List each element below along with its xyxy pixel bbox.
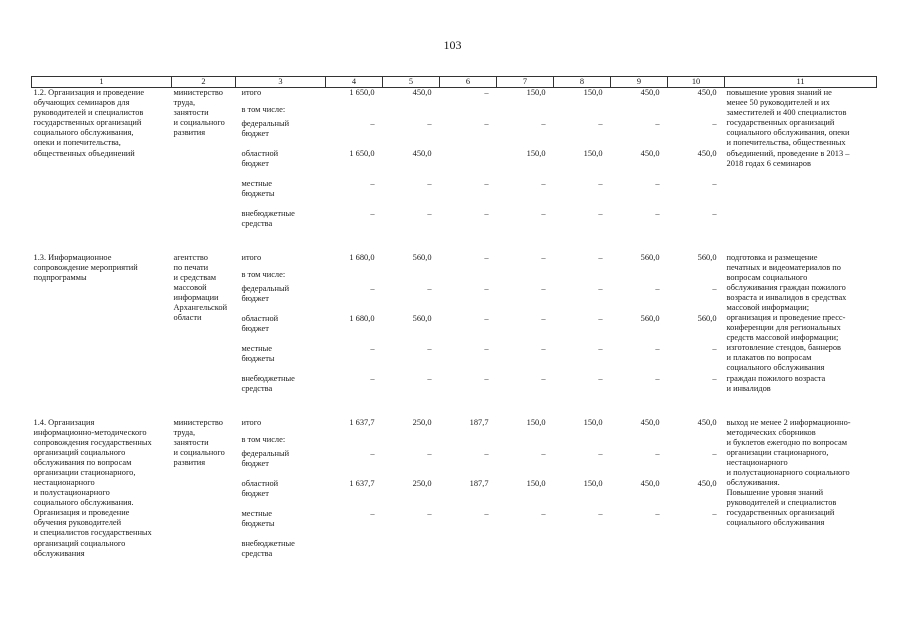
amount-cell: – [598,118,603,128]
amount-cell: – [370,208,375,218]
amount-cell [440,105,497,119]
column-number: 1 [32,77,172,88]
funding-source-text: в том числе: [241,104,286,114]
funding-source-label [236,435,326,449]
amount-cell: – [712,178,717,188]
column-number: 5 [383,77,440,88]
funding-source-label [236,479,326,509]
amount-cell: – [712,373,717,383]
amount-cell: 560,0 [697,252,717,262]
funding-source-label [236,209,326,239]
funding-source-text: итого [241,88,262,98]
amount-cell: – [484,178,489,188]
amount-cell: 450,0 [412,148,432,158]
column-number: 8 [554,77,611,88]
column-number: 2 [172,77,236,88]
amount-cell [611,539,668,569]
amount-cell: 450,0 [412,88,432,98]
amount-cell: – [598,373,603,383]
table-body [32,88,877,569]
amount-cell: – [370,448,375,458]
amount-cell: 450,0 [697,478,717,488]
expected-result [725,418,877,569]
column-number: 10 [668,77,725,88]
amount-cell [440,149,497,179]
funding-source-label [236,270,326,284]
column-numbers-row [32,77,877,88]
column-number: 6 [440,77,497,88]
amount-cell [383,105,440,119]
measure-name [32,418,172,569]
amount-cell: 1 680,0 [349,252,375,262]
amount-cell: 250,0 [412,417,432,427]
amount-cell: – [484,508,489,518]
amount-cell: – [484,208,489,218]
amount-cell: – [427,118,432,128]
amount-cell: 150,0 [583,88,603,98]
funding-source-text: областной бюджет [241,148,279,168]
amount-cell: – [655,508,660,518]
funding-source-text: областной бюджет [241,478,279,498]
amount-cell [383,539,440,569]
executor-text: министерство труда, занятости и социального развития [173,417,225,467]
funding-source-text: внебюджетные средства [241,373,295,393]
funding-source-label [236,374,326,404]
amount-cell: 450,0 [697,417,717,427]
amount-cell: – [541,343,546,353]
amount-cell [326,539,383,569]
amount-cell [497,539,554,569]
amount-cell: – [598,252,603,262]
funding-source-label [236,509,326,539]
amount-cell: – [655,373,660,383]
amount-cell: – [541,373,546,383]
amount-cell: – [484,118,489,128]
amount-cell [383,270,440,284]
amount-cell: 450,0 [697,148,717,158]
amount-cell: 150,0 [583,148,603,158]
amount-cell: – [370,283,375,293]
executor [172,88,236,239]
amount-cell: – [712,448,717,458]
amount-cell: – [541,208,546,218]
amount-cell: 187,7 [469,478,489,488]
amount-cell: – [370,508,375,518]
amount-cell [326,270,383,284]
amount-cell: – [427,178,432,188]
executor-text: агентство по печати и средствам массовой информации Архангельской области [173,252,228,323]
amount-cell: 187,7 [469,417,489,427]
amount-cell: 560,0 [412,313,432,323]
amount-cell: – [655,178,660,188]
column-number: 4 [326,77,383,88]
amount-cell: – [598,208,603,218]
amount-cell: 450,0 [640,88,660,98]
amount-cell [611,270,668,284]
amount-cell [554,270,611,284]
funding-source-label [236,253,326,270]
funding-source-text: местные бюджеты [241,178,275,198]
funding-source-text: областной бюджет [241,313,279,333]
amount-cell [497,435,554,449]
amount-cell: 1 637,7 [349,417,375,427]
amount-cell: 1 637,7 [349,478,375,488]
amount-cell: – [541,508,546,518]
measure-name-text: 1.4. Организация информационно-методического сопровождения государственных организаций социального обслуживания по вопросам организации стационарного, нестационарного и полустационарного социального обслуживания. Организация и проведение обучения руководителей и специалистов государственных организаций социального обслуживания [33,417,152,558]
amount-cell [554,539,611,569]
amount-cell: – [541,313,546,323]
funding-source-label [236,179,326,209]
table-row [32,88,877,105]
section-spacer [32,404,877,418]
amount-cell: 250,0 [412,478,432,488]
amount-cell: – [598,283,603,293]
funding-source-text: федеральный бюджет [241,118,290,138]
amount-cell [554,435,611,449]
amount-cell: – [427,208,432,218]
funding-source-text: местные бюджеты [241,343,275,363]
amount-cell: – [655,343,660,353]
amount-cell: – [541,178,546,188]
expected-result-text: повышение уровня знаний не менее 50 руководителей и их заместителей и 400 специалистов государственных организаций социального обслуживания, опеки и попечительства, общественных объединений, проведение в 2013 – 2018 годах 6 семинаров [726,88,850,168]
amount-cell: – [598,448,603,458]
amount-cell: – [370,178,375,188]
amount-cell: – [598,178,603,188]
amount-cell: – [712,208,717,218]
amount-cell: 1 650,0 [349,148,375,158]
amount-cell [497,105,554,119]
amount-cell: – [484,88,489,98]
amount-cell: – [655,448,660,458]
amount-cell: 150,0 [526,148,546,158]
amount-cell [497,270,554,284]
amount-cell: – [598,313,603,323]
amount-cell: – [541,448,546,458]
table-row [32,418,877,435]
executor [172,418,236,569]
funding-source-text: итого [241,252,262,262]
executor-text: министерство труда, занятости и социального развития [173,88,225,138]
amount-cell: – [484,252,489,262]
amount-cell: – [484,373,489,383]
amount-cell: 150,0 [526,478,546,488]
amount-cell: – [427,373,432,383]
table-row [32,253,877,270]
amount-cell: – [712,508,717,518]
amount-cell: 150,0 [526,88,546,98]
funding-source-label [236,418,326,435]
amount-cell: – [370,118,375,128]
amount-cell: 560,0 [697,313,717,323]
expected-result-text: подготовка и размещение печатных и видеоматериалов по вопросам социального обслуживания граждан пожилого возраста и инвалидов в средствах массовой информации; организация и проведение пресс- конференции для региональных средств массовой информации; изготовление стендов, баннеров и плакатов по вопросам социального обслуживания граждан пожилого возраста и инвалидов [726,252,847,393]
funding-source-text: местные бюджеты [241,508,275,528]
amount-cell: – [370,373,375,383]
amount-cell [440,539,497,569]
funding-source-label [236,539,326,569]
amount-cell: 450,0 [640,417,660,427]
funding-source-label [236,149,326,179]
funding-source-text: в том числе: [241,269,286,279]
expected-result [725,253,877,404]
amount-cell: 450,0 [640,478,660,488]
funding-source-text: внебюджетные средства [241,208,295,228]
measure-name [32,253,172,404]
amount-cell: – [370,343,375,353]
amount-cell [611,435,668,449]
amount-cell: – [427,448,432,458]
expected-result [725,88,877,239]
funding-source-label [236,284,326,314]
amount-cell: – [484,343,489,353]
funding-source-label [236,119,326,149]
amount-cell: – [712,283,717,293]
amount-cell: – [712,118,717,128]
amount-cell: 1 680,0 [349,313,375,323]
amount-cell: 450,0 [640,148,660,158]
measure-name [32,88,172,239]
funding-source-label [236,105,326,119]
amount-cell: – [484,313,489,323]
measure-name-text: 1.3. Информационное сопровождение мероприятий подпрограммы [33,252,138,282]
amount-cell [611,105,668,119]
amount-cell: – [484,448,489,458]
budget-table [31,76,877,569]
amount-cell: – [655,118,660,128]
page-number: 103 [443,38,462,52]
amount-cell: 150,0 [583,417,603,427]
funding-source-label [236,314,326,344]
amount-cell: – [541,118,546,128]
amount-cell: – [598,343,603,353]
amount-cell [440,270,497,284]
funding-source-text: федеральный бюджет [241,448,290,468]
amount-cell [326,105,383,119]
amount-cell: – [655,208,660,218]
amount-cell [668,539,725,569]
section-spacer [32,239,877,253]
amount-cell: – [484,283,489,293]
column-number: 7 [497,77,554,88]
amount-cell: – [541,252,546,262]
amount-cell: 560,0 [640,252,660,262]
amount-cell: – [541,283,546,293]
amount-cell [383,435,440,449]
measure-name-text: 1.2. Организация и проведение обучающих семинаров для руководителей и специалистов государственных организаций социального обслуживания, опеки и попечительства, общественных объединений [33,88,145,158]
amount-cell: – [427,343,432,353]
funding-source-text: в том числе: [241,434,286,444]
amount-cell: – [598,508,603,518]
funding-source-label [236,449,326,479]
executor [172,253,236,404]
amount-cell [668,435,725,449]
funding-source-text: итого [241,417,262,427]
amount-cell [554,105,611,119]
funding-source-text: внебюджетные средства [241,538,295,558]
amount-cell [668,105,725,119]
amount-cell: 450,0 [697,88,717,98]
amount-cell [326,435,383,449]
amount-cell: 560,0 [412,252,432,262]
funding-source-label [236,88,326,105]
column-number: 3 [236,77,326,88]
amount-cell [440,435,497,449]
amount-cell [668,270,725,284]
amount-cell: 1 650,0 [349,88,375,98]
amount-cell: 150,0 [526,417,546,427]
amount-cell: – [712,343,717,353]
funding-source-text: федеральный бюджет [241,283,290,303]
amount-cell: – [427,283,432,293]
column-number: 11 [725,77,877,88]
expected-result-text: выход не менее 2 информационно- методических сборников и буклетов ежегодно по вопросам организации стационарного, нестационарного и полустационарного социального обслуживания. Повышение уровня знаний руководителей и специалистов государственных организаций социального обслуживания [726,417,851,528]
column-number: 9 [611,77,668,88]
amount-cell: – [655,283,660,293]
funding-source-label [236,344,326,374]
amount-cell: 560,0 [640,313,660,323]
amount-cell: – [427,508,432,518]
amount-cell: 150,0 [583,478,603,488]
